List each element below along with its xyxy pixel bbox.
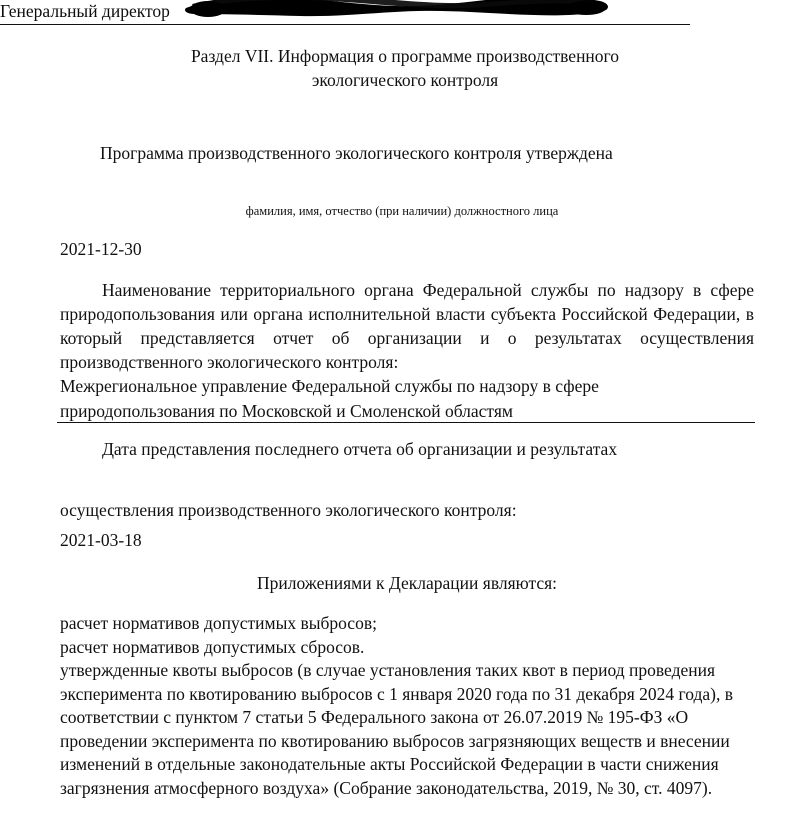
signature-caption: фамилия, имя, отчество (при наличии) должностного лица [245, 204, 559, 218]
redaction-mark [182, 0, 612, 22]
approval-statement: Программа производственного экологического контроля утверждена [100, 143, 613, 163]
signatory-role-label: Генеральный директор [0, 1, 170, 21]
page-title-line-2: экологического контроля [311, 70, 499, 90]
signature-rule [0, 24, 690, 25]
authority-name-line-2: природопользования по Московской и Смоленской областям [60, 401, 513, 421]
page-title-line-1: Раздел VII. Информация о программе производственного [190, 46, 620, 66]
quota-paragraph: утвержденные квоты выбросов (в случае установления таких квот в период проведения эксперимента по квотированию выбросов с 1 января 2020 года по 31 декабря 2024 года), в соответствии с пунктом 7 статьи 5 Федерального закона от 26.07.2019 № 195-ФЗ «О проведении эксперимента по квотированию выбросов загрязняющих веществ и внесении изменений в отдельные законодательные акты Российской Федерации в части снижения загрязнения атмосферного воздуха» (Собрание законодательства, 2019, № 30, ст. 4097). [60, 660, 734, 798]
list-item: расчет нормативов допустимых сбросов. [60, 636, 365, 657]
attachments-list [60, 612, 754, 800]
list-item: расчет нормативов допустимых выбросов; [60, 613, 377, 633]
signature-row [0, 0, 690, 26]
authority-name [60, 374, 754, 424]
approval-date: 2021-12-30 [60, 239, 142, 259]
last-report-date: 2021-03-18 [60, 530, 142, 550]
authority-name-line-1: Межрегиональное управление Федеральной службы по надзору в сфере [60, 376, 599, 396]
authority-prompt-paragraph: Наименование территориального органа Федеральной службы по надзору в сфере природопользования или органа исполнительной власти субъекта Российской Федерации, в который представляется отчет об организации и о результатах осуществления производственного экологического контроля: [60, 280, 754, 372]
last-report-label-continued: осуществления производственного экологического контроля: [60, 500, 517, 520]
authority-rule [57, 422, 755, 423]
attachments-heading: Приложениями к Декларации являются: [256, 573, 558, 593]
page-title [60, 44, 750, 92]
last-report-label: Дата представления последнего отчета об организации и результатах [102, 439, 618, 459]
